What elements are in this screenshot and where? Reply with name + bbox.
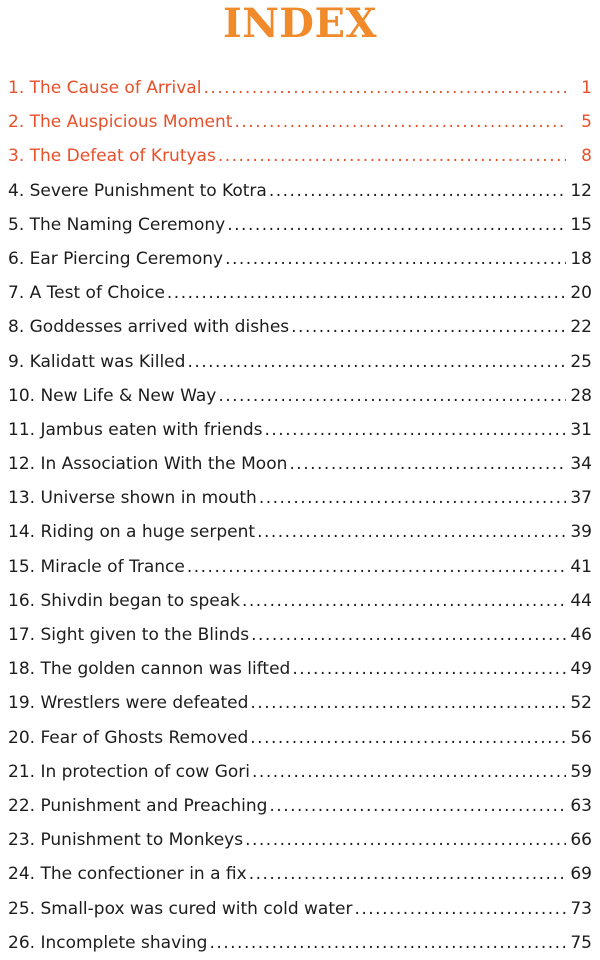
index-entry — [8, 550, 594, 584]
entry-title: 14. Riding on a huge serpent — [8, 522, 256, 543]
entry-page-number: 20 — [570, 283, 592, 304]
entry-title: 5. The Naming Ceremony — [8, 214, 226, 235]
dot-leader — [245, 823, 566, 857]
dot-leader — [269, 789, 566, 823]
index-entry — [8, 413, 594, 447]
index-entry — [8, 686, 594, 720]
index-entry — [8, 345, 594, 379]
index-entry — [8, 174, 594, 208]
dot-leader — [252, 755, 566, 789]
entry-title: 6. Ear Piercing Ceremony — [8, 248, 224, 269]
dot-leader — [289, 447, 566, 481]
index-entry — [8, 71, 594, 105]
entry-title: 19. Wrestlers were defeated — [8, 693, 249, 714]
entry-page-number: 39 — [570, 522, 592, 543]
entry-title: 23. Punishment to Monkeys — [8, 830, 244, 851]
entry-page-number: 59 — [570, 761, 592, 782]
entry-page-number: 69 — [570, 864, 592, 885]
entry-title: 4. Severe Punishment to Kotra — [8, 180, 267, 201]
entry-page-number: 37 — [570, 488, 592, 509]
entry-page-number: 31 — [570, 419, 592, 440]
index-entry — [8, 789, 594, 823]
entry-title: 15. Miracle of Trance — [8, 556, 185, 577]
index-entry — [8, 515, 594, 549]
entry-title: 13. Universe shown in mouth — [8, 488, 257, 509]
index-entry — [8, 310, 594, 344]
entry-page-number: 52 — [570, 693, 592, 714]
dot-leader — [225, 242, 566, 276]
dot-leader — [292, 652, 566, 686]
index-entry — [8, 276, 594, 310]
dot-leader — [209, 926, 566, 960]
page-title: INDEX — [223, 0, 377, 47]
entry-title: 18. The golden cannon was lifted — [8, 659, 291, 680]
entry-page-number: 28 — [570, 385, 592, 406]
entry-page-number: 22 — [570, 317, 592, 338]
entry-page-number: 49 — [570, 659, 592, 680]
entry-page-number: 75 — [570, 932, 592, 953]
dot-leader — [203, 71, 566, 105]
entry-title: 1. The Cause of Arrival — [8, 78, 202, 98]
dot-leader — [187, 345, 566, 379]
entry-title: 12. In Association With the Moon — [8, 454, 288, 475]
index-entry — [8, 242, 594, 276]
dot-leader — [218, 139, 566, 173]
dot-leader — [167, 276, 566, 310]
index-entry — [8, 721, 594, 755]
entry-title: 8. Goddesses arrived with dishes — [8, 317, 290, 338]
entry-page-number: 18 — [570, 248, 592, 269]
index-entry — [8, 823, 594, 857]
dot-leader — [354, 892, 566, 926]
entry-page-number: 46 — [570, 625, 592, 645]
index-entry — [8, 926, 594, 960]
entry-page-number: 56 — [570, 727, 592, 748]
entry-title: 10. New Life & New Way — [8, 385, 217, 406]
dot-leader — [249, 857, 566, 891]
entry-page-number: 34 — [570, 454, 592, 475]
entry-page-number: 1 — [581, 78, 592, 98]
entry-page-number: 41 — [570, 556, 592, 577]
entry-page-number: 25 — [570, 351, 592, 372]
dot-leader — [242, 584, 566, 618]
dot-leader — [259, 481, 566, 515]
entry-title: 24. The confectioner in a fix — [8, 864, 247, 885]
entry-title: 7. A Test of Choice — [8, 283, 165, 304]
entry-title: 21. In protection of cow Gori — [8, 761, 251, 782]
dot-leader — [251, 618, 566, 652]
index-entry — [8, 618, 594, 652]
entry-title: 22. Punishment and Preaching — [8, 795, 268, 816]
entry-title: 17. Sight given to the Blinds — [8, 625, 250, 645]
index-entry — [8, 379, 594, 413]
dot-leader — [234, 105, 566, 139]
entry-title: 20. Fear of Ghosts Removed — [8, 727, 249, 748]
entry-title: 2. The Auspicious Moment — [8, 112, 233, 133]
index-entry — [8, 755, 594, 789]
dot-leader — [250, 686, 566, 720]
dot-leader — [269, 174, 566, 208]
entry-title: 3. The Defeat of Krutyas — [8, 146, 216, 167]
entry-title: 11. Jambus eaten with friends — [8, 419, 263, 440]
dot-leader — [250, 721, 566, 755]
entry-page-number: 73 — [570, 898, 592, 919]
entry-page-number: 44 — [570, 590, 592, 611]
index-entry — [8, 857, 594, 891]
index-entry — [8, 892, 594, 926]
dot-leader — [187, 550, 566, 584]
index-entry — [8, 105, 594, 139]
entry-title: 25. Small-pox was cured with cold water — [8, 898, 353, 919]
index-entry — [8, 139, 594, 173]
entry-page-number: 12 — [570, 180, 592, 201]
entry-title: 9. Kalidatt was Killed — [8, 351, 186, 372]
entry-page-number: 8 — [581, 146, 592, 167]
entry-title: 26. Incomplete shaving — [8, 932, 208, 953]
index-entry — [8, 584, 594, 618]
index-entry — [8, 481, 594, 515]
dot-leader — [265, 413, 567, 447]
dot-leader — [227, 208, 566, 242]
dot-leader — [291, 310, 566, 344]
entry-page-number: 5 — [581, 112, 592, 133]
entry-page-number: 63 — [570, 795, 592, 816]
index-list — [8, 71, 594, 960]
index-entry — [8, 208, 594, 242]
dot-leader — [218, 379, 566, 413]
index-entry — [8, 447, 594, 481]
entry-page-number: 15 — [570, 214, 592, 235]
entry-title: 16. Shivdin began to speak — [8, 590, 240, 611]
index-entry — [8, 652, 594, 686]
entry-page-number: 66 — [570, 830, 592, 851]
dot-leader — [257, 515, 566, 549]
